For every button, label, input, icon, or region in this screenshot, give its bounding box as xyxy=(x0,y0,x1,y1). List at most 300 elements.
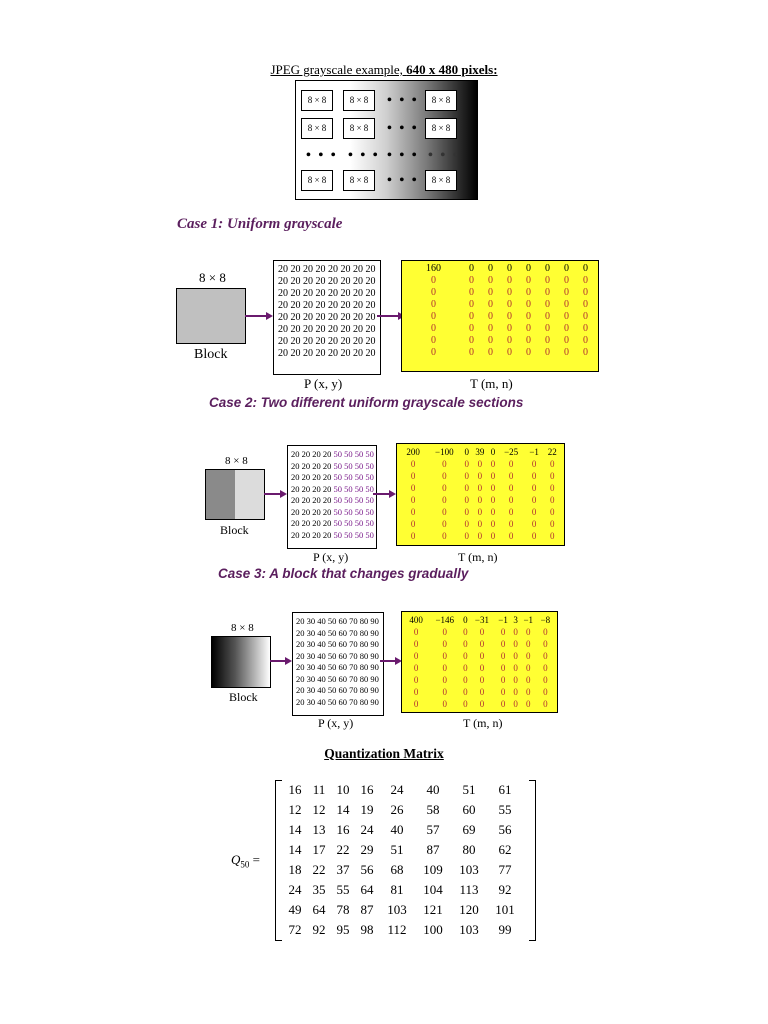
block-8x8: 8 × 8 xyxy=(425,170,457,191)
transform-cell: 0 xyxy=(526,687,531,697)
transform-row xyxy=(400,494,561,506)
block-8x8: 8 × 8 xyxy=(343,118,375,139)
transform-cell: 0 xyxy=(583,263,588,274)
matrix-cell: 109 xyxy=(423,862,443,877)
transform-cell: 0 xyxy=(464,483,470,493)
transform-cell: 0 xyxy=(413,675,419,685)
transform-cell: 0 xyxy=(442,675,447,685)
transform-cell: 0 xyxy=(463,651,468,661)
transform-cell: 0 xyxy=(526,651,531,661)
transform-cell: 0 xyxy=(488,299,493,310)
transform-cell: −1 xyxy=(529,447,539,457)
transform-cell: 0 xyxy=(442,519,447,529)
matrix-cell: 56 xyxy=(498,822,512,837)
matrix-cell: 100 xyxy=(423,922,443,937)
arrow xyxy=(380,660,396,662)
matrix-cell: 24 xyxy=(390,782,404,797)
block-8x8: 8 × 8 xyxy=(301,170,333,191)
transform-cell: 0 xyxy=(490,519,496,529)
transform-cell: 0 xyxy=(431,323,436,334)
ellipsis: • • • xyxy=(306,148,338,163)
transform-cell: 0 xyxy=(526,639,531,649)
transform-cell: 0 xyxy=(583,347,588,358)
matrix-cell: 10 xyxy=(336,782,350,797)
matrix-row xyxy=(283,840,523,860)
transform-cell: 0 xyxy=(583,287,588,298)
transform-row xyxy=(404,614,554,626)
transform-cell: 0 xyxy=(413,687,419,697)
pixel-row: 20 20 20 20 50 50 50 50 xyxy=(291,472,374,482)
case2-p-label: P (x, y) xyxy=(313,550,349,564)
matrix-cell: 49 xyxy=(288,902,302,917)
matrix-cell: 57 xyxy=(426,822,440,837)
transform-cell: 0 xyxy=(545,263,550,274)
transform-row xyxy=(405,263,595,275)
matrix-cell: 101 xyxy=(495,902,515,917)
pixel-row: 20 20 20 20 20 20 20 20 xyxy=(278,300,376,311)
matrix-cell: 17 xyxy=(312,842,326,857)
transform-cell: 0 xyxy=(549,519,555,529)
transform-cell: 0 xyxy=(543,651,548,661)
matrix-cell: 29 xyxy=(360,842,374,857)
transform-cell: 0 xyxy=(488,263,493,274)
matrix-cell: 16 xyxy=(360,782,374,797)
transform-row xyxy=(400,530,561,542)
transform-cell: 0 xyxy=(513,627,518,637)
matrix-cell: 61 xyxy=(498,782,512,797)
transform-cell: 0 xyxy=(507,311,512,322)
case1-heading: Case 1: Uniform grayscale xyxy=(177,216,343,232)
transform-cell: 0 xyxy=(564,299,569,310)
case3-pixel-matrix xyxy=(292,612,384,716)
transform-cell: 0 xyxy=(545,299,550,310)
transform-cell: 0 xyxy=(531,519,537,529)
transform-cell: 0 xyxy=(526,335,531,346)
transform-cell: 0 xyxy=(469,299,474,310)
transform-cell: 0 xyxy=(543,699,548,709)
matrix-cell: 69 xyxy=(462,822,476,837)
arrow xyxy=(245,315,267,317)
transform-cell: 0 xyxy=(507,347,512,358)
arrow xyxy=(373,493,390,495)
matrix-cell: 18 xyxy=(288,862,302,877)
matrix-cell: 77 xyxy=(498,862,512,877)
matrix-cell: 64 xyxy=(360,882,374,897)
matrix-cell: 72 xyxy=(288,922,302,937)
transform-cell: 0 xyxy=(549,507,555,517)
transform-cell: 0 xyxy=(442,459,447,469)
transform-cell: 0 xyxy=(545,347,550,358)
transform-cell: 0 xyxy=(507,263,512,274)
transform-cell: 0 xyxy=(464,519,470,529)
transform-row xyxy=(400,458,561,470)
matrix-cell: 14 xyxy=(336,802,350,817)
transform-cell: 0 xyxy=(479,699,485,709)
transform-row xyxy=(404,674,554,686)
transform-cell: 0 xyxy=(410,495,416,505)
arrow xyxy=(270,660,286,662)
transform-cell: 0 xyxy=(464,495,470,505)
case2-transform-matrix xyxy=(396,443,565,546)
transform-cell: 0 xyxy=(507,275,512,286)
matrix-cell: 14 xyxy=(288,842,302,857)
matrix-cell: 121 xyxy=(423,902,443,917)
transform-cell: 0 xyxy=(464,507,470,517)
matrix-cell: 19 xyxy=(360,802,374,817)
matrix-row xyxy=(283,800,523,820)
transform-cell: 0 xyxy=(513,639,518,649)
matrix-cell: 22 xyxy=(312,862,326,877)
transform-row xyxy=(405,347,595,359)
transform-cell: 0 xyxy=(442,495,447,505)
transform-cell: 0 xyxy=(442,639,447,649)
transform-cell: 0 xyxy=(500,687,506,697)
transform-cell: 0 xyxy=(442,531,447,541)
case3-p-label: P (x, y) xyxy=(318,716,354,730)
transform-cell: 0 xyxy=(543,627,548,637)
matrix-cell: 12 xyxy=(288,802,302,817)
transform-cell: 0 xyxy=(549,471,555,481)
transform-cell: 0 xyxy=(564,275,569,286)
arrow xyxy=(264,493,281,495)
transform-cell: 0 xyxy=(477,495,483,505)
transform-cell: 0 xyxy=(549,483,555,493)
transform-cell: 0 xyxy=(479,651,485,661)
transform-cell: 0 xyxy=(507,323,512,334)
transform-cell: 0 xyxy=(526,627,531,637)
transform-row xyxy=(404,698,554,710)
transform-cell: 0 xyxy=(508,519,514,529)
matrix-row xyxy=(283,780,523,800)
transform-cell: 0 xyxy=(479,675,485,685)
transform-cell: 0 xyxy=(410,531,416,541)
transform-cell: 0 xyxy=(442,687,447,697)
transform-cell: 0 xyxy=(479,639,485,649)
transform-cell: 0 xyxy=(500,639,506,649)
transform-cell: 0 xyxy=(469,347,474,358)
transform-row xyxy=(400,470,561,482)
transform-cell: 0 xyxy=(410,507,416,517)
transform-cell: 0 xyxy=(488,323,493,334)
matrix-cell: 104 xyxy=(423,882,443,897)
pixel-row: 20 20 20 20 20 20 20 20 xyxy=(278,312,376,323)
transform-cell: 0 xyxy=(442,651,447,661)
case3-block xyxy=(211,636,271,688)
transform-cell: 0 xyxy=(564,335,569,346)
matrix-cell: 87 xyxy=(426,842,440,857)
transform-cell: 0 xyxy=(463,675,468,685)
matrix-cell: 40 xyxy=(390,822,404,837)
transform-cell: 0 xyxy=(507,299,512,310)
transform-cell: 3 xyxy=(513,615,518,625)
matrix-cell: 92 xyxy=(498,882,512,897)
transform-cell: −8 xyxy=(540,615,551,625)
ellipsis: • • • xyxy=(428,148,460,163)
transform-cell: 0 xyxy=(545,323,550,334)
case3-transform-matrix xyxy=(401,611,558,713)
transform-cell: 0 xyxy=(583,275,588,286)
matrix-cell: 68 xyxy=(390,862,404,877)
transform-cell: 0 xyxy=(583,311,588,322)
transform-cell: 0 xyxy=(526,299,531,310)
matrix-cell: 103 xyxy=(459,922,479,937)
transform-cell: 0 xyxy=(508,495,514,505)
case2-block xyxy=(205,469,265,520)
matrix-cell: 14 xyxy=(288,822,302,837)
matrix-bracket-left xyxy=(275,780,282,941)
transform-cell: 0 xyxy=(410,471,416,481)
transform-row xyxy=(400,518,561,530)
transform-cell: 0 xyxy=(442,627,447,637)
transform-cell: 0 xyxy=(507,287,512,298)
transform-cell: 0 xyxy=(583,335,588,346)
matrix-cell: 92 xyxy=(312,922,326,937)
transform-cell: 0 xyxy=(526,347,531,358)
transform-cell: 0 xyxy=(500,627,506,637)
matrix-cell: 24 xyxy=(360,822,374,837)
transform-cell: 0 xyxy=(431,275,436,286)
transform-cell: 0 xyxy=(490,459,496,469)
transform-cell: 200 xyxy=(406,447,420,457)
transform-cell: 0 xyxy=(508,459,514,469)
pixel-row: 20 20 20 20 20 20 20 20 xyxy=(278,288,376,299)
transform-cell: 0 xyxy=(477,459,483,469)
case2-size-label: 8 × 8 xyxy=(225,455,248,467)
transform-cell: 0 xyxy=(469,275,474,286)
matrix-row xyxy=(283,820,523,840)
transform-row xyxy=(404,626,554,638)
pixel-row: 20 30 40 50 60 70 80 90 xyxy=(296,696,379,707)
matrix-cell: 95 xyxy=(336,922,350,937)
transform-cell: 0 xyxy=(508,507,514,517)
matrix-cell: 113 xyxy=(459,882,479,897)
transform-cell: 0 xyxy=(526,275,531,286)
transform-row xyxy=(405,311,595,323)
quantization-title: Quantization Matrix xyxy=(324,746,444,761)
matrix-bracket-right xyxy=(529,780,536,941)
pixel-row: 20 20 20 20 20 20 20 20 xyxy=(278,276,376,287)
matrix-row xyxy=(283,860,523,880)
transform-cell: 0 xyxy=(564,347,569,358)
transform-row xyxy=(400,482,561,494)
ellipsis: • • • xyxy=(348,148,380,163)
transform-cell: 0 xyxy=(545,287,550,298)
transform-cell: 0 xyxy=(488,347,493,358)
transform-cell: 0 xyxy=(410,483,416,493)
transform-cell: 0 xyxy=(564,287,569,298)
transform-cell: 0 xyxy=(477,507,483,517)
transform-cell: 0 xyxy=(488,275,493,286)
transform-cell: 0 xyxy=(549,531,555,541)
pixel-row: 20 20 20 20 20 20 20 20 xyxy=(278,348,376,359)
transform-cell: 0 xyxy=(531,531,537,541)
transform-cell: 400 xyxy=(409,615,423,625)
transform-cell: 0 xyxy=(479,687,485,697)
transform-cell: 0 xyxy=(513,675,518,685)
matrix-cell: 64 xyxy=(312,902,326,917)
transform-cell: 0 xyxy=(413,627,419,637)
arrow xyxy=(377,315,399,317)
matrix-cell: 12 xyxy=(312,802,326,817)
transform-cell: 0 xyxy=(508,483,514,493)
transform-cell: 0 xyxy=(442,507,447,517)
case1-block xyxy=(176,288,246,344)
transform-cell: 0 xyxy=(479,663,485,673)
transform-cell: 0 xyxy=(431,311,436,322)
transform-cell: 0 xyxy=(500,699,506,709)
transform-row xyxy=(404,686,554,698)
matrix-cell: 78 xyxy=(336,902,350,917)
transform-cell: 0 xyxy=(442,663,447,673)
transform-cell: 0 xyxy=(431,287,436,298)
case1-t-label: T (m, n) xyxy=(470,376,513,391)
pixel-row: 20 20 20 20 50 50 50 50 xyxy=(291,529,374,540)
matrix-row xyxy=(283,920,523,940)
transform-row xyxy=(404,662,554,674)
transform-cell: 0 xyxy=(545,335,550,346)
matrix-cell: 40 xyxy=(426,782,440,797)
matrix-cell: 56 xyxy=(360,862,374,877)
pixel-row: 20 20 20 20 50 50 50 50 xyxy=(291,483,374,494)
transform-cell: 0 xyxy=(410,519,416,529)
matrix-cell: 24 xyxy=(288,882,302,897)
pixel-row: 20 20 20 20 20 20 20 20 xyxy=(278,324,376,335)
image-grid-illustration xyxy=(295,80,478,200)
block-8x8: 8 × 8 xyxy=(425,118,457,139)
transform-cell: 0 xyxy=(490,531,496,541)
transform-row xyxy=(405,299,595,311)
transform-cell: 0 xyxy=(583,299,588,310)
transform-cell: 0 xyxy=(413,663,419,673)
matrix-cell: 99 xyxy=(498,922,512,937)
transform-cell: 0 xyxy=(549,459,555,469)
matrix-row xyxy=(283,900,523,920)
transform-row xyxy=(405,335,595,347)
matrix-row xyxy=(283,880,523,900)
matrix-cell: 16 xyxy=(336,822,350,837)
transform-cell: 0 xyxy=(488,335,493,346)
matrix-cell: 51 xyxy=(462,782,476,797)
transform-cell: 0 xyxy=(469,311,474,322)
matrix-cell: 81 xyxy=(390,882,404,897)
matrix-cell: 16 xyxy=(288,782,302,797)
transform-row xyxy=(404,650,554,662)
transform-cell: 0 xyxy=(490,483,496,493)
case1-pixel-matrix xyxy=(273,260,381,375)
transform-cell: −1 xyxy=(498,615,508,625)
pixel-row: 20 30 40 50 60 70 80 90 xyxy=(296,662,379,672)
pixel-row: 20 20 20 20 50 50 50 50 xyxy=(291,506,374,517)
transform-cell: −100 xyxy=(435,447,454,457)
transform-cell: 0 xyxy=(526,287,531,298)
transform-cell: 0 xyxy=(513,699,518,709)
transform-cell: 0 xyxy=(463,639,468,649)
transform-cell: 0 xyxy=(477,483,483,493)
transform-cell: 0 xyxy=(543,687,548,697)
transform-cell: 0 xyxy=(545,311,550,322)
transform-cell: 0 xyxy=(463,687,468,697)
case3-heading: Case 3: A block that changes gradually xyxy=(218,566,469,581)
transform-cell: 0 xyxy=(410,459,416,469)
transform-cell: 0 xyxy=(508,471,514,481)
transform-cell: 0 xyxy=(479,627,485,637)
transform-row xyxy=(405,323,595,335)
transform-cell: 0 xyxy=(564,263,569,274)
transform-cell: 0 xyxy=(583,323,588,334)
transform-cell: 0 xyxy=(531,507,537,517)
case1-transform-matrix xyxy=(401,260,599,372)
transform-cell: 0 xyxy=(526,263,531,274)
quantization-matrix xyxy=(283,780,523,940)
transform-row xyxy=(404,638,554,650)
matrix-cell: 51 xyxy=(390,842,404,857)
pixel-row: 20 30 40 50 60 70 80 90 xyxy=(296,616,379,626)
arrowhead xyxy=(389,490,396,498)
arrowhead xyxy=(285,657,292,665)
transform-cell: 0 xyxy=(442,471,447,481)
transform-cell: 0 xyxy=(500,651,506,661)
matrix-cell: 58 xyxy=(426,802,440,817)
block-8x8: 8 × 8 xyxy=(343,90,375,111)
case3-t-label: T (m, n) xyxy=(463,716,503,730)
transform-cell: 39 xyxy=(475,447,485,457)
transform-cell: 0 xyxy=(543,663,548,673)
matrix-cell: 60 xyxy=(462,802,476,817)
transform-cell: 0 xyxy=(543,675,548,685)
matrix-cell: 98 xyxy=(360,922,374,937)
pixel-row: 20 20 20 20 50 50 50 50 xyxy=(291,495,374,505)
transform-row xyxy=(405,287,595,299)
matrix-cell: 55 xyxy=(336,882,350,897)
transform-cell: 0 xyxy=(431,299,436,310)
transform-cell: 0 xyxy=(413,699,419,709)
block-8x8: 8 × 8 xyxy=(343,170,375,191)
block-8x8: 8 × 8 xyxy=(301,118,333,139)
pixel-row: 20 20 20 20 50 50 50 50 xyxy=(291,449,374,459)
transform-cell: 0 xyxy=(431,335,436,346)
transform-cell: 0 xyxy=(463,615,468,625)
transform-cell: 0 xyxy=(488,287,493,298)
matrix-cell: 55 xyxy=(498,802,512,817)
block-8x8: 8 × 8 xyxy=(425,90,457,111)
transform-cell: −31 xyxy=(474,615,489,625)
transform-cell: 0 xyxy=(507,335,512,346)
transform-cell: 0 xyxy=(513,687,518,697)
pixel-row: 20 20 20 20 50 50 50 50 xyxy=(291,518,374,528)
pixel-row: 20 20 20 20 20 20 20 20 xyxy=(278,336,376,347)
transform-cell: 0 xyxy=(488,311,493,322)
transform-cell: 0 xyxy=(564,311,569,322)
case2-pixel-matrix xyxy=(287,445,377,549)
transform-cell: 0 xyxy=(463,699,468,709)
transform-cell: 0 xyxy=(469,287,474,298)
transform-cell: 0 xyxy=(464,447,470,457)
matrix-cell: 11 xyxy=(312,782,326,797)
transform-cell: 0 xyxy=(526,675,531,685)
block-8x8: 8 × 8 xyxy=(301,90,333,111)
case1-p-label: P (x, y) xyxy=(304,376,343,391)
transform-cell: 0 xyxy=(464,459,470,469)
ellipsis: • • • xyxy=(387,93,419,108)
matrix-cell: 62 xyxy=(498,842,512,857)
transform-cell: 0 xyxy=(513,663,518,673)
pixel-row: 20 30 40 50 60 70 80 90 xyxy=(296,685,379,695)
case1-block-label: Block xyxy=(194,347,228,362)
case3-size-label: 8 × 8 xyxy=(231,622,254,634)
pixel-row: 20 30 40 50 60 70 80 90 xyxy=(296,673,379,684)
matrix-cell: 22 xyxy=(336,842,350,857)
ellipsis: • • • xyxy=(387,121,419,136)
